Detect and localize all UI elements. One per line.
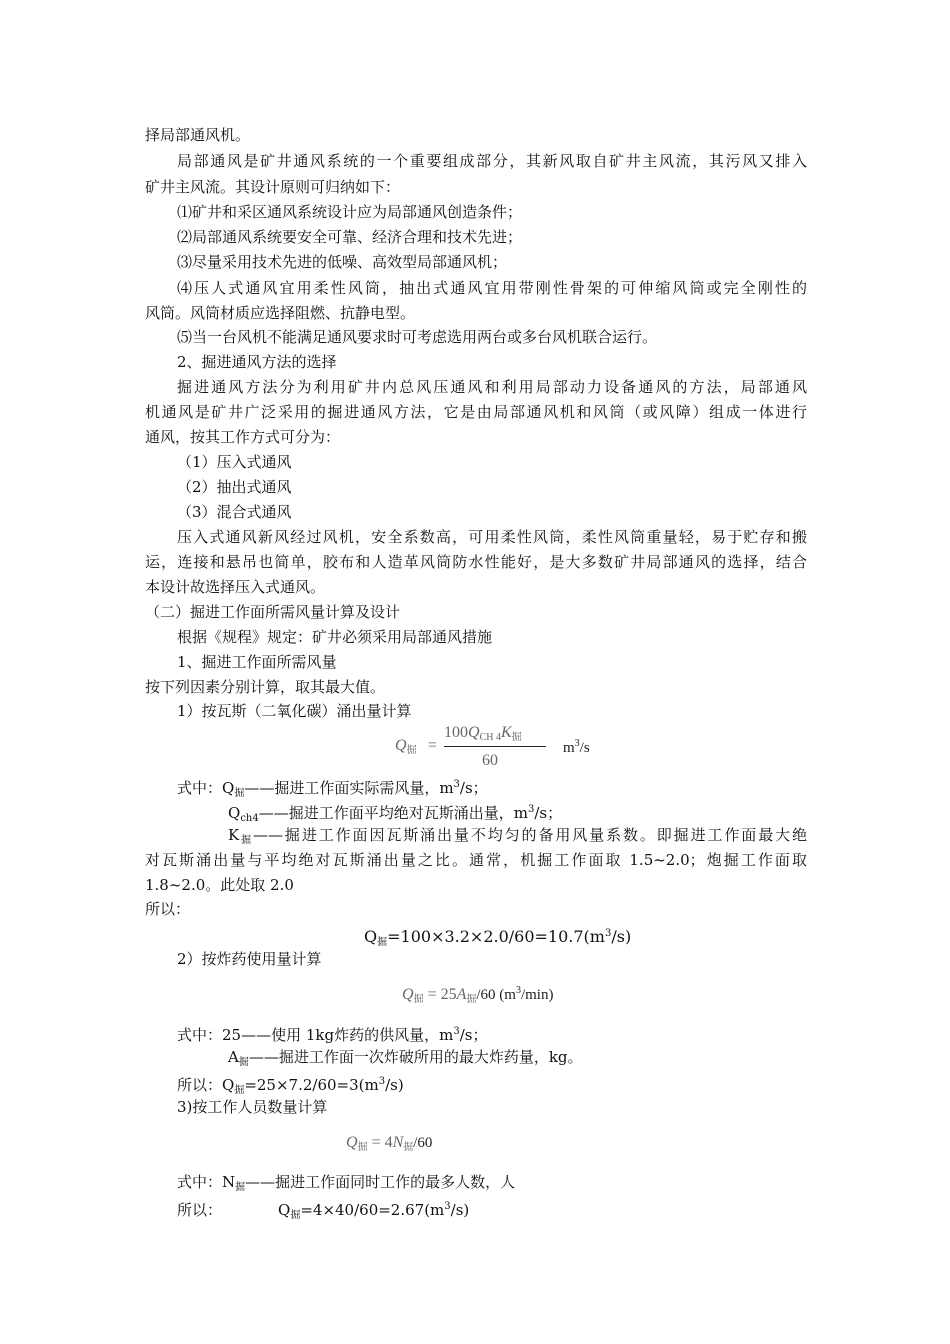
definition-line bbox=[228, 825, 807, 845]
superscript: 3 bbox=[515, 985, 521, 996]
eq2-var: A bbox=[456, 986, 467, 1003]
text: K bbox=[228, 826, 240, 844]
list-item: （2）抽出式通风 bbox=[177, 478, 292, 496]
text: /s； bbox=[534, 804, 563, 822]
section-heading: 1、掘进工作面所需风量 bbox=[177, 653, 337, 671]
eq2-var-sub: 掘 bbox=[466, 994, 477, 1005]
subscript: 掘 bbox=[377, 937, 388, 948]
list-item: （3）混合式通风 bbox=[177, 503, 292, 521]
result-line bbox=[177, 1072, 807, 1096]
text: 式中：Q bbox=[177, 779, 235, 797]
eq2-unit: /min) bbox=[520, 987, 554, 1003]
eq1-equals: = bbox=[428, 737, 438, 754]
section-heading: （二）掘进工作面所需风量计算及设计 bbox=[145, 603, 401, 621]
fraction-bar bbox=[444, 746, 546, 747]
definition-line bbox=[177, 1172, 807, 1192]
superscript: 3 bbox=[527, 804, 535, 815]
paragraph-line: 所以： bbox=[145, 900, 191, 918]
paragraph-line: 按下列因素分别计算，取其最大值。 bbox=[145, 678, 386, 696]
text: 所以： bbox=[177, 1201, 223, 1219]
text: 所以：Q bbox=[177, 1076, 235, 1094]
paragraph-line: 通风，按其工作方式可分为： bbox=[145, 428, 341, 446]
text: /s) bbox=[385, 1076, 404, 1094]
eq3-var: N bbox=[392, 1134, 404, 1151]
eq2-rhs: = 25 bbox=[427, 986, 457, 1003]
paragraph-line: 风筒。风筒材质应选择阻燃、抗静电型。 bbox=[145, 304, 416, 322]
superscript: 3 bbox=[604, 928, 612, 939]
subscript: ch4 bbox=[240, 813, 259, 824]
text: ——掘进工作面因瓦斯涌出量不均匀的备用风量系数。即掘进工作面最大绝 bbox=[253, 826, 807, 844]
text: 式中：25——使用 1kg炸药的供风量，m bbox=[177, 1026, 454, 1044]
text: /s； bbox=[459, 779, 488, 797]
eq1-unit-b: /s bbox=[579, 740, 590, 756]
text: /s) bbox=[450, 1201, 470, 1219]
superscript: 3 bbox=[378, 1076, 386, 1087]
eq2-lhs-sub: 掘 bbox=[413, 994, 424, 1005]
eq3-var-sub: 掘 bbox=[403, 1142, 414, 1153]
eq3-lhs: Q bbox=[346, 1134, 358, 1151]
paragraph-line: 局部通风是矿井通风系统的一个重要组成部分，其新风取自矿井主风流，其污风又排入 bbox=[177, 152, 807, 170]
equation-personnel bbox=[346, 1134, 432, 1153]
paragraph-line: 掘进通风方法分为利用矿井内总风压通风和利用局部动力设备通风的方法，局部通风 bbox=[177, 378, 807, 396]
text: /s) bbox=[611, 927, 632, 946]
definition-line bbox=[228, 1047, 807, 1067]
paragraph-line: 1.8~2.0。此处取 2.0 bbox=[145, 876, 294, 894]
eq3-lhs-sub: 掘 bbox=[357, 1142, 368, 1153]
eq1-num-k-sub: 掘 bbox=[511, 732, 522, 743]
text: /s； bbox=[459, 1026, 488, 1044]
paragraph-line: 根据《规程》规定：矿井必须采用局部通风措施 bbox=[177, 628, 493, 646]
text: =4×40/60=2.67(m bbox=[300, 1201, 445, 1219]
text: =25×7.2/60=3(m bbox=[244, 1076, 379, 1094]
eq1-num-q-sub: CH 4 bbox=[479, 732, 501, 743]
subscript: 掘 bbox=[238, 1057, 249, 1068]
paragraph-line: 择局部通风机。 bbox=[145, 126, 251, 144]
subscript: 掘 bbox=[290, 1210, 301, 1221]
superscript: 3 bbox=[444, 1201, 451, 1212]
list-item: ⑴矿井和采区通风系统设计应为局部通风创造条件； bbox=[177, 203, 523, 221]
eq1-den: 60 bbox=[482, 752, 498, 769]
result-line bbox=[177, 1197, 807, 1221]
subscript: 掘 bbox=[235, 1182, 246, 1193]
paragraph-line: 运，连接和悬吊也简单，胶布和人造革风筒防水性能好，是大多数矿井局部通风的选择，结合 bbox=[145, 553, 807, 571]
subscript: 掘 bbox=[234, 1085, 245, 1096]
superscript: 3 bbox=[574, 738, 580, 749]
eq1-num-coef: 100 bbox=[444, 724, 468, 741]
text: =100×3.2×2.0/60=10.7(m bbox=[387, 927, 605, 946]
superscript: 3 bbox=[453, 1026, 460, 1037]
text: Q bbox=[364, 927, 378, 946]
list-item: ⑵局部通风系统要安全可靠、经济合理和技术先进； bbox=[177, 228, 523, 246]
text: ——掘进工作面同时工作的最多人数，人 bbox=[245, 1173, 516, 1191]
result-line bbox=[364, 924, 664, 948]
list-item: （1）压入式通风 bbox=[177, 453, 292, 471]
definition-line bbox=[228, 800, 807, 824]
definition-line bbox=[177, 1022, 807, 1042]
section-heading: 3)按工作人员数量计算 bbox=[177, 1098, 328, 1116]
section-heading: 2）按炸药使用量计算 bbox=[177, 950, 322, 968]
eq1-num-q: Q bbox=[468, 724, 480, 741]
list-item: ⑷压人式通风宜用柔性风筒，抽出式通风宜用带刚性骨架的可伸缩风筒或完全刚性的 bbox=[177, 279, 807, 297]
paragraph-line: 机通风是矿井广泛采用的掘进通风方法，它是由局部通风机和风筒（或风障）组成一体进行 bbox=[145, 403, 807, 421]
paragraph-line: 压入式通风新风经过风机，安全系数高，可用柔性风筒，柔性风筒重量轻，易于贮存和搬 bbox=[177, 528, 807, 546]
equation-explosive bbox=[402, 985, 553, 1005]
eq3-rhs: = 4 bbox=[371, 1134, 393, 1151]
list-item: ⑸当一台风机不能满足通风要求时可考虑选用两台或多台风机联合运行。 bbox=[177, 328, 658, 346]
paragraph-line: 本设计故选择压入式通风。 bbox=[145, 578, 326, 596]
eq2-tail: /60 (m bbox=[476, 987, 516, 1003]
eq1-unit-a: m bbox=[563, 740, 575, 756]
eq2-lhs: Q bbox=[402, 986, 414, 1003]
text: Q bbox=[228, 804, 241, 822]
paragraph-line: 矿井主风流。其设计原则可归纳如下： bbox=[145, 178, 401, 196]
text: 式中：N bbox=[177, 1173, 236, 1191]
text: ——掘进工作面一次炸破所用的最大炸药量，kg。 bbox=[248, 1048, 583, 1066]
eq1-lhs: Q bbox=[395, 737, 407, 754]
text: Q bbox=[278, 1201, 291, 1219]
section-heading: 1）按瓦斯（二氧化碳）涌出量计算 bbox=[177, 702, 412, 720]
subscript: 掘 bbox=[234, 788, 245, 799]
eq1-num-k: K bbox=[500, 724, 512, 741]
subscript: 掘 bbox=[239, 835, 254, 846]
list-item: ⑶尽量采用技术先进的低噪、高效型局部通风机； bbox=[177, 253, 508, 271]
text: ——掘进工作面平均绝对瓦斯涌出量，m bbox=[258, 804, 528, 822]
eq1-lhs-sub: 掘 bbox=[406, 745, 417, 756]
eq3-tail: /60 bbox=[413, 1135, 433, 1151]
superscript: 3 bbox=[453, 779, 460, 790]
paragraph-line: 对瓦斯涌出量与平均绝对瓦斯涌出量之比。通常，机掘工作面取 1.5~2.0；炮掘工作面取 bbox=[145, 851, 807, 869]
section-heading: 2、掘进通风方法的选择 bbox=[177, 353, 337, 371]
text: ——掘进工作面实际需风量，m bbox=[244, 779, 454, 797]
definition-line bbox=[177, 775, 807, 799]
text: A bbox=[228, 1048, 239, 1066]
